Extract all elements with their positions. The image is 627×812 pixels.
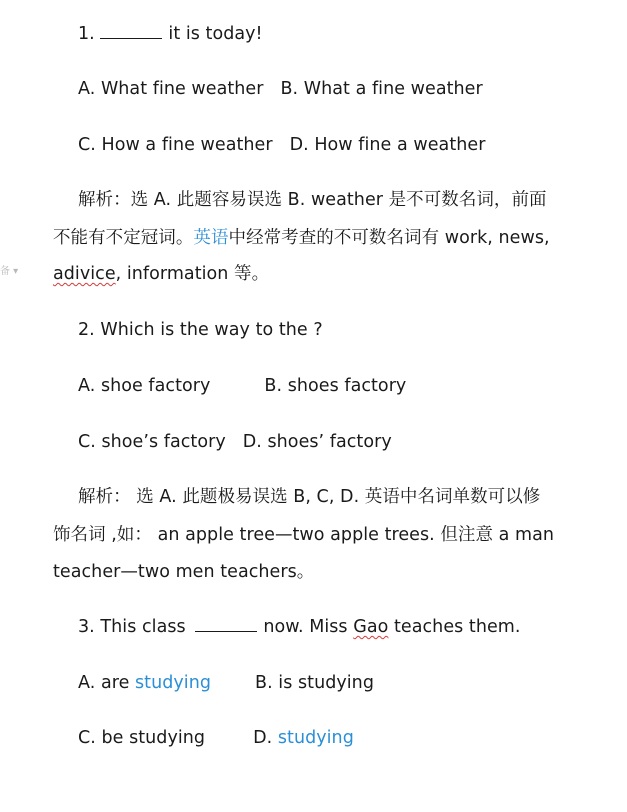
q1-options-ab (78, 78, 483, 100)
q1-number: 1. (78, 24, 95, 44)
q2-options-cd (78, 431, 392, 453)
q1-explanation-text2a: 不能有不定冠词。 (53, 228, 194, 248)
spellcheck-name[interactable]: Gao (353, 617, 389, 637)
q2-option-d: D. shoes’ factory (242, 432, 392, 452)
q3-options-ab (78, 672, 374, 694)
q3-option-c: C. be studying (78, 728, 206, 748)
q1-explanation-text1: 解析：选 A. 此题容易误选 B. weather 是不可数名词，前面 (78, 190, 547, 210)
q2-explanation-line3 (53, 561, 314, 583)
margin-comment-marker[interactable]: 备 ▾ (0, 266, 19, 277)
q3-stem-end: teaches them. (394, 617, 521, 637)
q2-explanation-text2: 饰名词 ,如： an apple tree—two apple trees. 但注意 a man (53, 525, 555, 545)
q1-stem-text: it is today! (168, 24, 263, 44)
q1-option-c: C. How a fine weather (78, 135, 273, 155)
q2-explanation-line1 (78, 486, 540, 508)
studying-link-d[interactable]: studying (277, 728, 354, 748)
q2-option-b: B. shoes factory (264, 376, 407, 396)
q3-stem-start: 3. This class (78, 617, 186, 637)
q3-option-d: D. studying (253, 728, 354, 748)
q2-stem (78, 319, 323, 341)
q1-option-b: B. What a fine weather (280, 79, 483, 99)
q2-explanation-line2 (53, 524, 554, 546)
english-link[interactable]: 英语 (193, 228, 229, 248)
q2-option-c: C. shoe’s factory (78, 432, 226, 452)
q1-explanation-text3: , information 等。 (115, 264, 270, 284)
q2-options-ab (78, 375, 406, 397)
q3-option-b: B. is studying (255, 673, 374, 693)
q1-explanation-line1 (78, 189, 547, 211)
spellcheck-word[interactable]: adivice (53, 264, 116, 284)
q3-blank (195, 617, 257, 632)
q2-stem-text: 2. Which is the way to the ? (78, 320, 323, 340)
q2-explanation-text1: 解析： 选 A. 此题极易误选 B, C, D. 英语中名词单数可以修 (78, 487, 541, 507)
q1-blank (100, 24, 162, 39)
q1-option-a: A. What fine weather (78, 79, 264, 99)
q2-option-a: A. shoe factory (78, 376, 211, 396)
q1-option-d: D. How fine a weather (289, 135, 486, 155)
q1-explanation-text2b: 中经常考查的不可数名词有 work, news, (228, 228, 550, 248)
q1-explanation-line2 (53, 227, 550, 249)
q3-option-a: A. are studying (78, 673, 212, 693)
q1-stem (78, 23, 263, 45)
q3-stem (78, 616, 521, 638)
q2-explanation-text3: teacher—two men teachers。 (53, 562, 315, 582)
q1-explanation-line3 (53, 263, 269, 285)
studying-link-a[interactable]: studying (135, 673, 212, 693)
q3-stem-mid: now. Miss (263, 617, 348, 637)
q1-options-cd (78, 134, 485, 156)
q3-options-cd (78, 727, 354, 749)
